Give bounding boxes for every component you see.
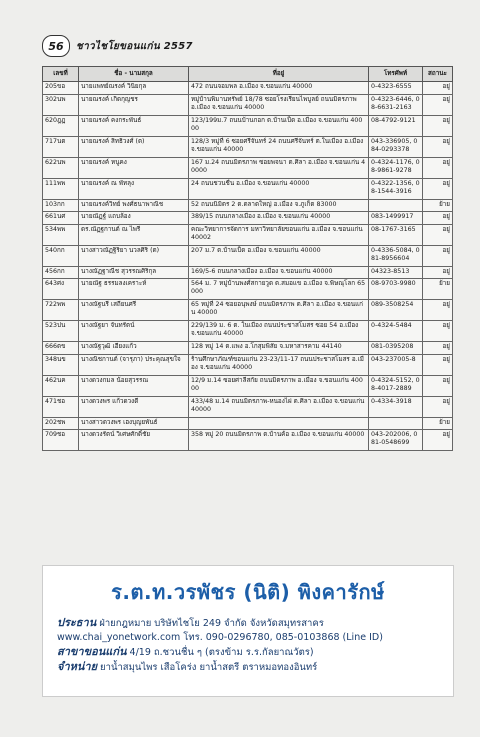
cell-phone xyxy=(369,199,423,212)
cell-name: นางณัฐนรี เสถียนศรี xyxy=(79,300,189,321)
cell-address: 167 ม.24 ถนนมิตรภาพ ซอยพจนา ต.ศิลา อ.เมือง จ.ขอนแก่น 40000 xyxy=(189,157,369,178)
cell-phone: 08-1767-3165 xyxy=(369,224,423,245)
cell-address: หมู่บ้านพิมานทรัพย์ 18/78 ซอยโรงเรียนไพบูลย์ ถนนมิตรภาพ อ.เมือง จ.ขอนแก่น 40000 xyxy=(189,94,369,115)
cell-code: 348นข xyxy=(43,354,79,375)
cell-name: นางดวงกมล น้อยสุวรรณ xyxy=(79,375,189,396)
cell-code: 620ฎฏ xyxy=(43,115,79,136)
advertiser-name: ร.ต.ท.วรพัชร (นิติ) พิงคารักษ์ xyxy=(111,580,385,604)
table-body xyxy=(43,82,453,451)
cell-name: นายณรงค์ คงกระพันธ์ xyxy=(79,115,189,136)
ad-label-branch: สาขาขอนแก่น xyxy=(57,645,127,658)
cell-status: อยู่ xyxy=(423,94,453,115)
cell-phone: 081-0395208 xyxy=(369,342,423,355)
cell-name: นางณัฐวุฒิ เฮียงแก้ว xyxy=(79,342,189,355)
ad-text-contact: www.chai_yonetwork.com โทร. 090-0296780, 085-0103868 (Line ID) xyxy=(57,632,383,643)
cell-code: 523ปน xyxy=(43,321,79,342)
table-row xyxy=(43,94,453,115)
cell-phone: 0-4334-3918 xyxy=(369,396,423,417)
cell-address: คณะวิทยาการจัดการ มหาวิทยาลัยขอนแก่น อ.เมือง จ.ขอนแก่น 40002 xyxy=(189,224,369,245)
cell-address: 229/139 ม. 6 ต. ในเมือง ถนนประชาสโมสร ซอย 54 อ.เมือง จ.ขอนแก่น 40000 xyxy=(189,321,369,342)
table-row xyxy=(43,115,453,136)
cell-code: 534พพ xyxy=(43,224,79,245)
table-row xyxy=(43,417,453,430)
cell-address: 169/5-6 ถนนกลางเมือง อ.เมือง จ.ขอนแก่น 40000 xyxy=(189,266,369,279)
cell-status: อยู่ xyxy=(423,82,453,95)
ad-line-products xyxy=(57,660,453,675)
cell-status: อยู่ xyxy=(423,178,453,199)
ad-text-chairman: ฝ่ายกฎหมาย บริษัทไชโย 249 จำกัด จังหวัดสมุทรสาคร xyxy=(99,618,324,629)
ad-text-branch: 4/19 ถ.ชวนชื่น ๆ (ตรงข้าม ร.ร.กัลยาณวัตร) xyxy=(129,647,314,658)
cell-status: อยู่ xyxy=(423,115,453,136)
cell-phone: 0-4324-5152, 08-4017-2889 xyxy=(369,375,423,396)
column-header-status: สถานะ xyxy=(423,67,453,82)
table-row xyxy=(43,266,453,279)
cell-status: อยู่ xyxy=(423,430,453,451)
table-row xyxy=(43,199,453,212)
cell-address: 128 หมู่ 14 ต.แพง อ.โกสุมพิสัย จ.มหาสารคาม 44140 xyxy=(189,342,369,355)
cell-code: 722พพ xyxy=(43,300,79,321)
cell-status: ย้าย xyxy=(423,279,453,300)
column-header-address: ที่อยู่ xyxy=(189,67,369,82)
cell-status: อยู่ xyxy=(423,354,453,375)
cell-status: อยู่ xyxy=(423,375,453,396)
cell-code: 540กก xyxy=(43,245,79,266)
cell-name: นายณรงค์ หนูคง xyxy=(79,157,189,178)
cell-phone: 083-1499917 xyxy=(369,212,423,225)
cell-code: 456กก xyxy=(43,266,79,279)
cell-code: 622นพ xyxy=(43,157,79,178)
cell-name: นางดวงรัตน์ วิเศษศักดิ์ชัย xyxy=(79,430,189,451)
cell-name: นายณัฐ ธรรมลงเคราะห์ xyxy=(79,279,189,300)
cell-phone: 0-4323-6446, 08-6631-2163 xyxy=(369,94,423,115)
cell-address xyxy=(189,417,369,430)
cell-status: อยู่ xyxy=(423,300,453,321)
cell-status: อยู่ xyxy=(423,321,453,342)
ad-label-products: จำหน่าย xyxy=(57,660,98,673)
table-row xyxy=(43,157,453,178)
cell-address: 12/9 ม.14 ซอยศาลีสกัย ถนนมิตรภาพ อ.เมือง จ.ขอนแก่น 40000 xyxy=(189,375,369,396)
cell-code: 471ชอ xyxy=(43,396,79,417)
cell-name: นายณรงค์ สิทธิวงศ์ (ต) xyxy=(79,136,189,157)
cell-name: ดร.ณัฏฐกานต์ ณ ไพรี xyxy=(79,224,189,245)
ad-text-products: ยาน้ำสมุนไพร เสือโคร่ง ยาน้ำสตรี ตราหมอทองอินทร์ xyxy=(100,662,318,673)
cell-name: นายแพทย์ณรงค์ วินิยกุล xyxy=(79,82,189,95)
cell-status: อยู่ xyxy=(423,212,453,225)
cell-status: อยู่ xyxy=(423,245,453,266)
cell-phone: 0-4336-5084, 081-8956604 xyxy=(369,245,423,266)
table-row xyxy=(43,212,453,225)
cell-name: นางสาวดวงพร เฮงบุญยพันธ์ xyxy=(79,417,189,430)
cell-phone: 043-336905, 084-0293378 xyxy=(369,136,423,157)
column-header-name: ชื่อ - นามสกุล xyxy=(79,67,189,82)
cell-name: นางณิชกานต์ (จารุภา) ประคุณสุขใจ xyxy=(79,354,189,375)
table-row xyxy=(43,342,453,355)
cell-address: 564 ม. 7 หมู่บ้านพงศ์สกายวูด ต.สมอแข อ.เมือง จ.พิษณุโลก 65000 xyxy=(189,279,369,300)
cell-code: 302นพ xyxy=(43,94,79,115)
cell-address: 207 ม.7 ต.บ้านเป็ด อ.เมือง จ.ขอนแก่น 40000 xyxy=(189,245,369,266)
cell-name: นางณัฏฐาณีช สุวรรณศิริกุล xyxy=(79,266,189,279)
cell-phone: 0-4324-1176, 08-9861-9278 xyxy=(369,157,423,178)
column-header-code: เลขที่ xyxy=(43,67,79,82)
cell-status: อยู่ xyxy=(423,157,453,178)
cell-address: 123/199ม.7 ถนนบ้านกอก ต.บ้านเป็ด อ.เมือง จ.ขอนแก่น 40000 xyxy=(189,115,369,136)
cell-address: 358 หมู่ 20 ถนนมิตรภาพ ต.บ้านค้อ อ.เมือง จ.ขอนแก่น 40000 xyxy=(189,430,369,451)
cell-status: อยู่ xyxy=(423,136,453,157)
table-row xyxy=(43,300,453,321)
cell-name: นางสาวณัฏฐิริยา นวลศิริ (ต) xyxy=(79,245,189,266)
cell-name: นายณัฏฐ์ แถบล้อง xyxy=(79,212,189,225)
cell-code: 202ชพ xyxy=(43,417,79,430)
table-row xyxy=(43,136,453,157)
cell-phone: 08-9703-9980 xyxy=(369,279,423,300)
cell-phone xyxy=(369,417,423,430)
cell-code: 103กก xyxy=(43,199,79,212)
cell-phone: 043-237005-8 xyxy=(369,354,423,375)
table-row xyxy=(43,321,453,342)
cell-phone: 0-4322-1356, 08-1544-3916 xyxy=(369,178,423,199)
table-row xyxy=(43,82,453,95)
page-number: 56 xyxy=(42,35,70,57)
cell-code: 205ขอ xyxy=(43,82,79,95)
cell-address: 65 หมู่ที่ 24 ซอยอนุพงษ์ ถนนมิตรภาพ ต.ศิลา อ.เมือง จ.ขอนแก่น 40000 xyxy=(189,300,369,321)
ad-line-branch xyxy=(57,645,453,660)
cell-code: 661นศ xyxy=(43,212,79,225)
ad-label-chairman: ประธาน xyxy=(57,616,97,629)
table-row xyxy=(43,396,453,417)
table-row xyxy=(43,375,453,396)
page-header xyxy=(42,36,193,56)
cell-status: อยู่ xyxy=(423,396,453,417)
alumni-directory-table xyxy=(42,66,453,451)
table-header-row xyxy=(43,67,453,82)
cell-name: นายณรงค์ ณ พัทลุง xyxy=(79,178,189,199)
cell-phone: 043-202006, 081-0548699 xyxy=(369,430,423,451)
cell-status: อยู่ xyxy=(423,224,453,245)
cell-name: นางดวงพร แก้วดวงดี xyxy=(79,396,189,417)
cell-address: ร้านศึกษาภัณฑ์ขอนแก่น 23-23/11-17 ถนนประชาสโมสร อ.เมือง จ.ขอนแก่น 40000 xyxy=(189,354,369,375)
cell-address: 389/15 ถนนกลางเมือง อ.เมือง จ.ขอนแก่น 40000 xyxy=(189,212,369,225)
cell-phone: 08-4792-9121 xyxy=(369,115,423,136)
table-row xyxy=(43,430,453,451)
cell-address: 24 ถนนชวนชื่น อ.เมือง จ.ขอนแก่น 40000 xyxy=(189,178,369,199)
cell-address: 472 ถนนจอมพล อ.เมือง จ.ขอนแก่น 40000 xyxy=(189,82,369,95)
cell-name: นายณรงค์ เกิดกุญชร xyxy=(79,94,189,115)
table-row xyxy=(43,354,453,375)
column-header-phone: โทรศัพท์ xyxy=(369,67,423,82)
table-row xyxy=(43,279,453,300)
table-row xyxy=(43,224,453,245)
cell-address: 128/3 หมู่ที่ 6 ซอยศรีจันทร์ 24 ถนนศรีจันทร์ ต.ในเมือง อ.เมือง จ.ขอนแก่น 40000 xyxy=(189,136,369,157)
cell-address: 433/48 ม.14 ถนนมิตรภาพ-หนองไผ่ ต.ศิลา อ.เมือง จ.ขอนแก่น 40000 xyxy=(189,396,369,417)
cell-code: 462นค xyxy=(43,375,79,396)
advertisement-box xyxy=(42,565,454,697)
table-row xyxy=(43,178,453,199)
cell-code: 709ชอ xyxy=(43,430,79,451)
cell-address: 52 ถนนนิมิตร 2 ต.ตลาดใหญ่ อ.เมือง จ.ภูเก็ต 83000 xyxy=(189,199,369,212)
cell-phone: 0-4323-6555 xyxy=(369,82,423,95)
cell-phone: 0-4324-5484 xyxy=(369,321,423,342)
cell-code: 111พพ xyxy=(43,178,79,199)
cell-name: นางณัฐยา จันทรัตน์ xyxy=(79,321,189,342)
cell-name: นายณรงค์วิทย์ พงศ์ธนาพาณิช xyxy=(79,199,189,212)
cell-code: 643ศง xyxy=(43,279,79,300)
cell-phone: 04323-8513 xyxy=(369,266,423,279)
cell-status: อยู่ xyxy=(423,266,453,279)
cell-status: ย้าย xyxy=(423,199,453,212)
cell-phone: 089-3508254 xyxy=(369,300,423,321)
cell-status: ย้าย xyxy=(423,417,453,430)
cell-code: 666ตข xyxy=(43,342,79,355)
cell-status: อยู่ xyxy=(423,342,453,355)
page-title: ชาวไชโยขอนแก่น 2557 xyxy=(76,40,193,52)
table-row xyxy=(43,245,453,266)
ad-line-chairman xyxy=(57,616,453,631)
cell-code: 717นต xyxy=(43,136,79,157)
ad-line-contact xyxy=(57,631,453,645)
